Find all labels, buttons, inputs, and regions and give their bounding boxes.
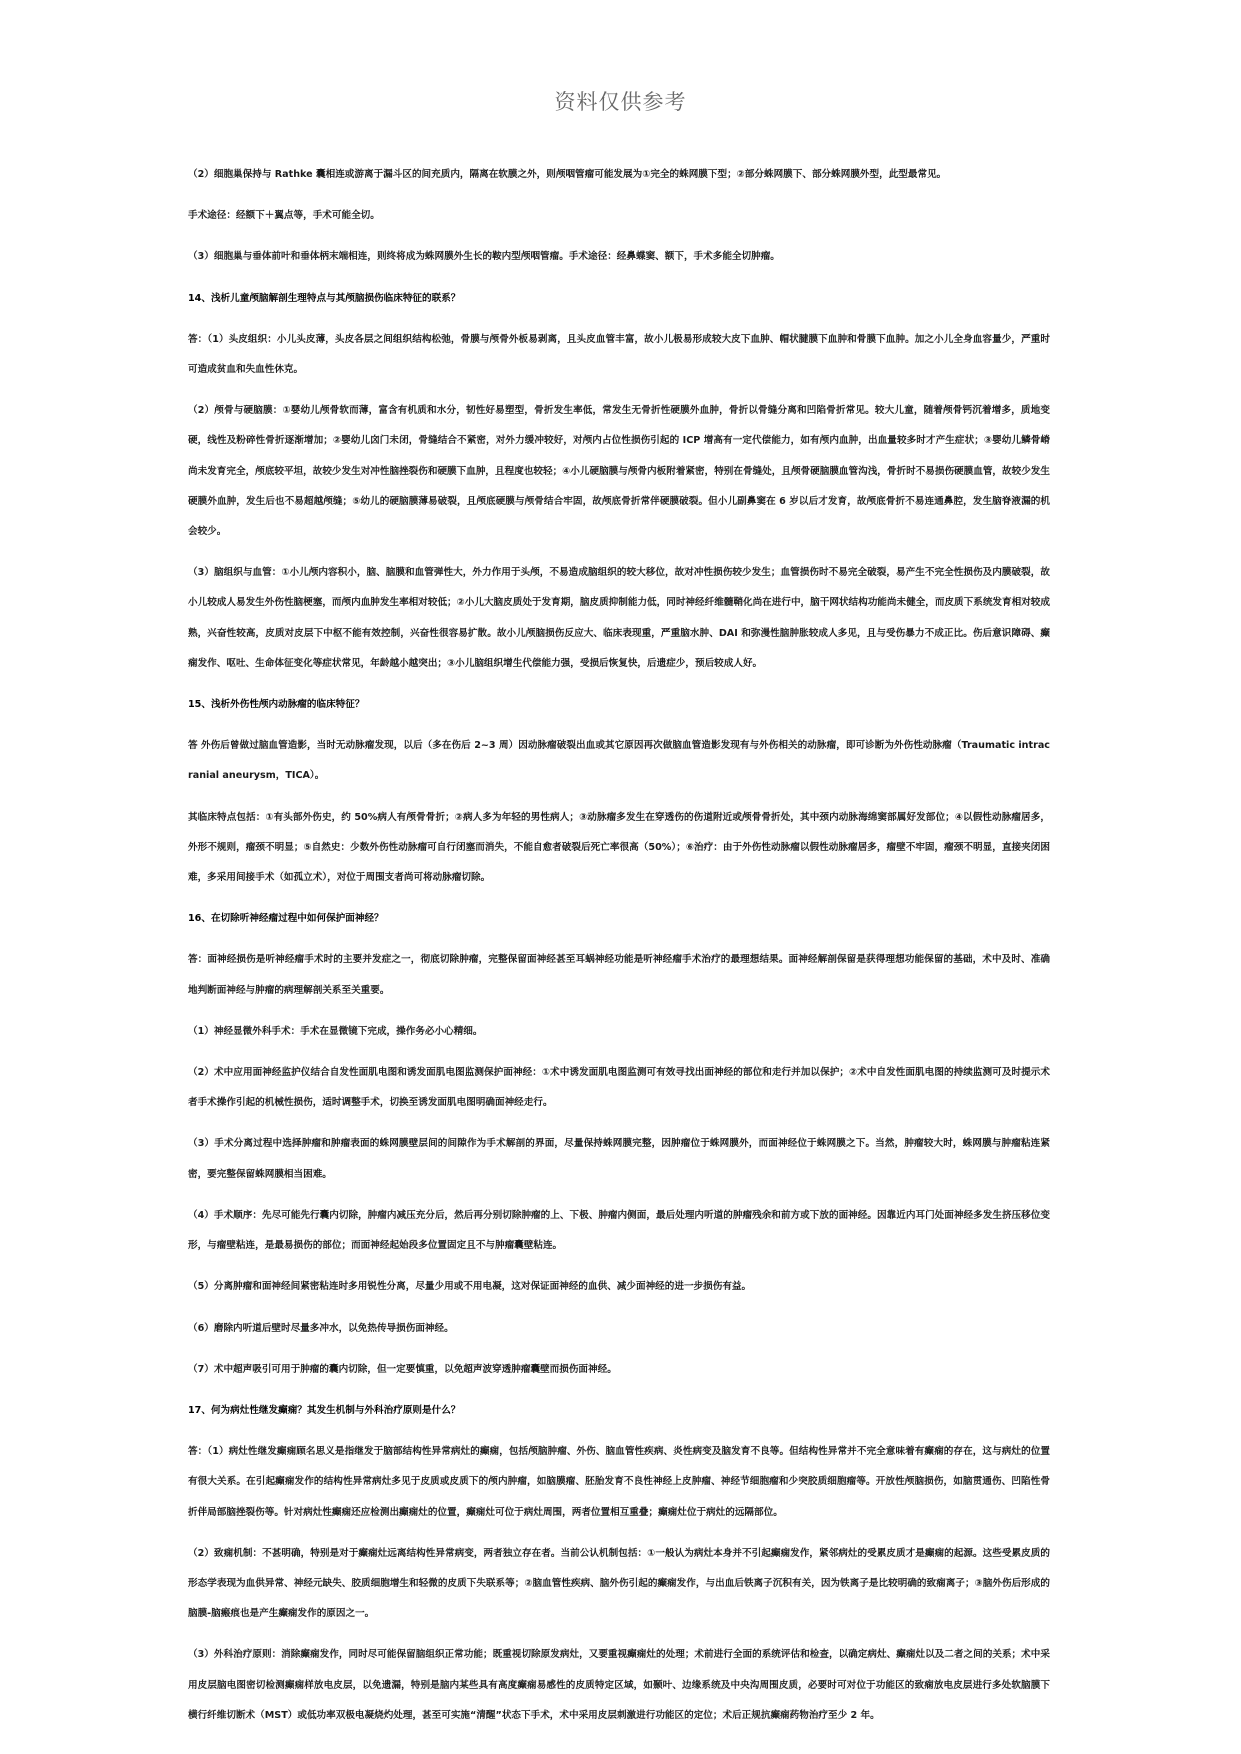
paragraph: （2）致痫机制：不甚明确，特别是对于癫痫灶远离结构性异常病变，两者独立存在者。当前公认机制包括：①一般认为病灶本身并不引起癫痫发作，紧邻病灶的受累皮质才是癫痫的起源。这些受累皮质的形态学表现为血供异常、神经元缺失、胶质细胞增生和轻微的皮质下失联系等；②脑血管性疾病、脑外伤引起的癫痫发作，与出血后铁离子沉积有关，因为铁离子是比较明确的致痫离子；③脑外伤后形成的脑膜-脑瘢痕也是产生癫痫发作的原因之一。 <box>188 1547 1050 1620</box>
question-heading: 14、浅析儿童颅脑解剖生理特点与其颅脑损伤临床特征的联系？ <box>188 292 461 304</box>
page-header-title: 资料仅供参考 <box>554 90 687 114</box>
paragraph: （2）颅骨与硬脑膜：①婴幼儿颅骨软而薄，富含有机质和水分，韧性好易塑型，骨折发生率低，常发生无骨折性硬膜外血肿，骨折以骨缝分离和凹陷骨折常见。较大儿童，随着颅骨钙沉着增多，质地变硬，线性及粉碎性骨折逐渐增加；②婴幼儿囟门未闭，骨缝结合不紧密，对外力缓冲较好，对颅内占位性损伤引起的 ICP 增高有一定代偿能力，如有颅内血肿，出血量较多时才产生症状；③婴幼儿鳞骨嵴尚未发育完全，颅底较平坦，故较少发生对冲性脑挫裂伤和硬膜下血肿，且程度也较轻；④小儿硬脑膜与颅骨内板附着紧密，特别在骨缝处，且颅骨硬脑膜血管沟浅，骨折时不易损伤硬膜血管，故较少发生硬膜外血肿，发生后也不易超越颅缝；⑤幼儿的硬脑膜薄易破裂，且颅底硬膜与颅骨结合牢固，故颅底骨折常伴硬膜破裂。但小儿副鼻窦在 6 岁以后才发育，故颅底骨折不易连通鼻腔，发生脑脊液漏的机会较少。 <box>188 405 1050 538</box>
paragraph: （3）手术分离过程中选择肿瘤和肿瘤表面的蛛网膜壁层间的间隙作为手术解剖的界面，尽量保持蛛网膜完整，因肿瘤位于蛛网膜外，而面神经位于蛛网膜之下。当然，肿瘤较大时，蛛网膜与肿瘤粘连紧密，要完整保留蛛网膜相当困难。 <box>188 1138 1050 1180</box>
paragraph: （1）神经显微外科手术：手术在显微镜下完成，操作务必小心精细。 <box>188 1025 483 1037</box>
document-body <box>188 160 1050 1742</box>
paragraph: （6）磨除内听道后壁时尽量多冲水，以免热传导损伤面神经。 <box>188 1322 454 1334</box>
paragraph: （2）细胞巢保持与 Rathke 囊相连或游离于漏斗区的间充质内，隔离在软膜之外，则颅咽管瘤可能发展为①完全的蛛网膜下型；②部分蛛网膜下、部分蛛网膜外型，此型最常见。 <box>188 169 947 180</box>
question-heading: 16、在切除听神经瘤过程中如何保护面神经？ <box>188 913 384 925</box>
paragraph: 答：面神经损伤是听神经瘤手术时的主要并发症之一，彻底切除肿瘤，完整保留面神经甚至耳蜗神经功能是听神经瘤手术治疗的最理想结果。面神经解剖保留是获得理想功能保留的基础，术中及时、准确地判断面神经与肿瘤的病理解剖关系至关重要。 <box>188 954 1050 996</box>
paragraph: （3）外科治疗原则：消除癫痫发作，同时尽可能保留脑组织正常功能；既重视切除原发病灶，又要重视癫痫灶的处理；术前进行全面的系统评估和检查，以确定病灶、癫痫灶以及二者之间的关系；术中采用皮层脑电图密切检测癫痫样放电皮层，以免遗漏，特别是脑内某些具有高度癫痫易感性的皮质特定区域，如颞叶、边缘系统及中央沟周围皮质，必要时可对位于功能区的致痫放电皮层进行多处软脑膜下横行纤维切断术（MST）或低功率双极电凝烧灼处理，甚至可实施“清醒”状态下手术，术中采用皮层刺激进行功能区的定位；术后正规抗癫痫药物治疗至少 2 年。 <box>188 1649 1050 1721</box>
paragraph: 答：（1）头皮组织：小儿头皮薄，头皮各层之间组织结构松弛，骨膜与颅骨外板易剥离，且头皮血管丰富，故小儿极易形成较大皮下血肿、帽状腱膜下血肿和骨膜下血肿。加之小儿全身血容量少，严重时可造成贫血和失血性休克。 <box>188 333 1050 376</box>
question-heading: 17、何为病灶性继发癫痫？其发生机制与外科治疗原则是什么？ <box>188 1404 461 1416</box>
paragraph: （5）分离肿瘤和面神经间紧密粘连时多用锐性分离，尽量少用或不用电凝，这对保证面神经的血供、减少面神经的进一步损伤有益。 <box>188 1281 752 1293</box>
paragraph: 其临床特点包括：①有头部外伤史，约 50%病人有颅骨骨折；②病人多为年轻的男性病人；③动脉瘤多发生在穿透伤的伤道附近或颅骨骨折处，其中颈内动脉海绵窦部属好发部位；④以假性动脉瘤居多，外形不规则，瘤颈不明显；⑤自然史：少数外伤性动脉瘤可自行闭塞而消失，不能自愈者破裂后死亡率很高（50%）；⑥治疗：由于外伤性动脉瘤以假性动脉瘤居多，瘤壁不牢固，瘤颈不明显，直接夹闭困难，多采用间接手术（如孤立术），对位于周围支者尚可将动脉瘤切除。 <box>188 811 1050 884</box>
paragraph: （7）术中超声吸引可用于肿瘤的囊内切除，但一定要慎重，以免超声波穿透肿瘤囊壁而损伤面神经。 <box>188 1363 617 1375</box>
paragraph: （3）脑组织与血管：①小儿颅内容积小，脑、脑膜和血管弹性大，外力作用于头颅，不易造成脑组织的较大移位，故对冲性损伤较少发生；血管损伤时不易完全破裂，易产生不完全性损伤及内膜破裂，故小儿较成人易发生外伤性脑梗塞，而颅内血肿发生率相对较低；②小儿大脑皮质处于发育期，脑皮质抑制能力低，同时神经纤维髓鞘化尚在进行中，脑干网状结构功能尚未健全，而皮质下系统发育相对较成熟，兴奋性较高，皮质对皮层下中枢不能有效控制，兴奋性很容易扩散。故小儿颅脑损伤反应大、临床表现重，严重脑水肿、DAI 和弥漫性脑肿胀较成人多见，且与受伤暴力不成正比。伤后意识障碍、癫痫发作、呕吐、生命体征变化等症状常见，年龄越小越突出；③小儿脑组织增生代偿能力强，受损后恢复快，后遗症少，预后较成人好。 <box>188 567 1050 669</box>
paragraph: 答 外伤后曾做过脑血管造影，当时无动脉瘤发现，以后（多在伤后 2~3 周）因动脉瘤破裂出血或其它原因再次做脑血管造影发现有与外伤相关的动脉瘤，即可诊断为外伤性动脉瘤（Traumatic intracranial aneurysm，TICA）。 <box>188 740 1050 782</box>
question-heading: 15、浅析外伤性颅内动脉瘤的临床特征？ <box>188 699 365 711</box>
paragraph: （2）术中应用面神经监护仪结合自发性面肌电图和诱发面肌电图监测保护面神经：①术中诱发面肌电图监测可有效寻找出面神经的部位和走行并加以保护；②术中自发性面肌电图的持续监测可及时提示术者手术操作引起的机械性损伤，适时调整手术，切换至诱发面肌电图明确面神经走行。 <box>188 1067 1050 1109</box>
paragraph: （4）手术顺序：先尽可能先行囊内切除，肿瘤内减压充分后，然后再分别切除肿瘤的上、下极、肿瘤内侧面，最后处理内听道的肿瘤残余和前方或下放的面神经。因靠近内耳门处面神经多发生挤压移位变形，与瘤壁粘连，是最易损伤的部位；而面神经起始段多位置固定且不与肿瘤囊壁粘连。 <box>188 1209 1050 1252</box>
paragraph: （3）细胞巢与垂体前叶和垂体柄末端相连，则终将成为蛛网膜外生长的鞍内型颅咽管瘤。手术途径：经鼻蝶窦、额下，手术多能全切肿瘤。 <box>188 251 780 263</box>
paragraph: 手术途径：经额下＋翼点等，手术可能全切。 <box>188 210 380 222</box>
paragraph: 答：（1）病灶性继发癫痫顾名思义是指继发于脑部结构性异常病灶的癫痫，包括颅脑肿瘤、外伤、脑血管性疾病、炎性病变及脑发育不良等。但结构性异常并不完全意味着有癫痫的存在，这与病灶的位置有很大关系。在引起癫痫发作的结构性异常病灶多见于皮质或皮质下的颅内肿瘤，如脑膜瘤、胚胎发育不良性神经上皮肿瘤、神经节细胞瘤和少突胶质细胞瘤等。开放性颅脑损伤，如脑贯通伤、凹陷性骨折伴局部脑挫裂伤等。针对病灶性癫痫还应检测出癫痫灶的位置，癫痫灶可位于病灶周围，两者位置相互重叠；癫痫灶位于病灶的远隔部位。 <box>188 1446 1050 1518</box>
